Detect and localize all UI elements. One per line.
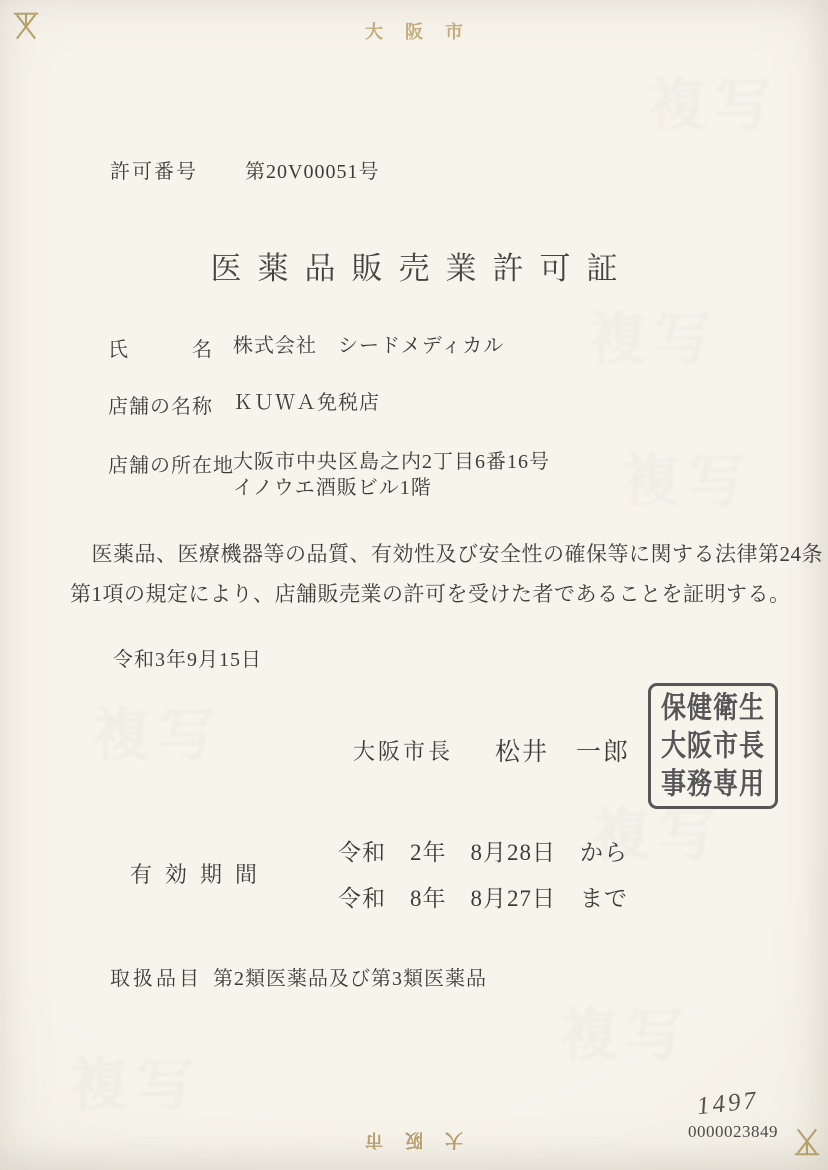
validity-to: 令和 8年 8月27日 まで	[338, 886, 628, 911]
handled-items-label: 取扱品目	[110, 968, 202, 990]
city-watermark-bottom: 大阪市	[343, 1130, 463, 1150]
shop-name-field-value: ＫＵＷＡ免税店	[233, 392, 380, 414]
certification-text-line1: 医薬品、医療機器等の品質、有効性及び安全性の確保等に関する法律第24条	[70, 542, 823, 566]
copy-protection-watermark: 複写	[560, 1003, 693, 1068]
seal-text-row: 事務専用	[660, 768, 765, 800]
city-watermark-top: 大阪市	[365, 22, 485, 42]
handled-items-value: 第2類医薬品及び第3類医薬品	[213, 968, 487, 990]
serial-number: 0000023849	[688, 1122, 778, 1141]
validity-period-label: 有効期間	[130, 862, 271, 887]
page-title: 医薬品販売業許可証	[210, 251, 634, 286]
validity-from: 令和 2年 8月28日 から	[338, 840, 628, 865]
name-field-value: 株式会社 シードメディカル	[233, 335, 505, 357]
copy-protection-watermark: 複写	[622, 449, 755, 514]
official-seal-stamp	[648, 683, 778, 809]
shop-address-field-value-line2: イノウエ酒販ビル1階	[233, 477, 432, 499]
shop-address-field-value-line1: 大阪市中央区島之内2丁目6番16号	[233, 451, 550, 473]
seal-text-row: 大阪市長	[660, 730, 765, 762]
issuer-name: 松井 一郎	[495, 739, 631, 766]
permit-number-row	[110, 155, 380, 184]
copy-protection-watermark: 複写	[588, 307, 721, 372]
issue-date: 令和3年9月15日	[113, 649, 262, 671]
handwritten-number: 1497	[695, 1086, 761, 1121]
copy-protection-watermark: 複写	[648, 73, 781, 138]
copy-protection-watermark: 複写	[592, 803, 725, 868]
shop-name-field-label: 店舗の名称	[108, 396, 213, 418]
copy-protection-watermark: 複写	[92, 703, 225, 768]
permit-number-value: 第20V00051号	[245, 161, 380, 183]
shop-address-field-label: 店舗の所在地	[108, 455, 234, 477]
name-field-label: 氏 名	[108, 339, 213, 361]
issuer-title: 大阪市長	[353, 739, 454, 764]
certification-text-line2: 第1項の規定により、店舗販売業の許可を受けた者であることを証明する。	[70, 582, 791, 606]
permit-number-label: 許可番号	[110, 161, 198, 183]
copy-protection-watermark: 複写	[70, 1053, 203, 1118]
seal-text-row: 保健衛生	[660, 692, 765, 724]
